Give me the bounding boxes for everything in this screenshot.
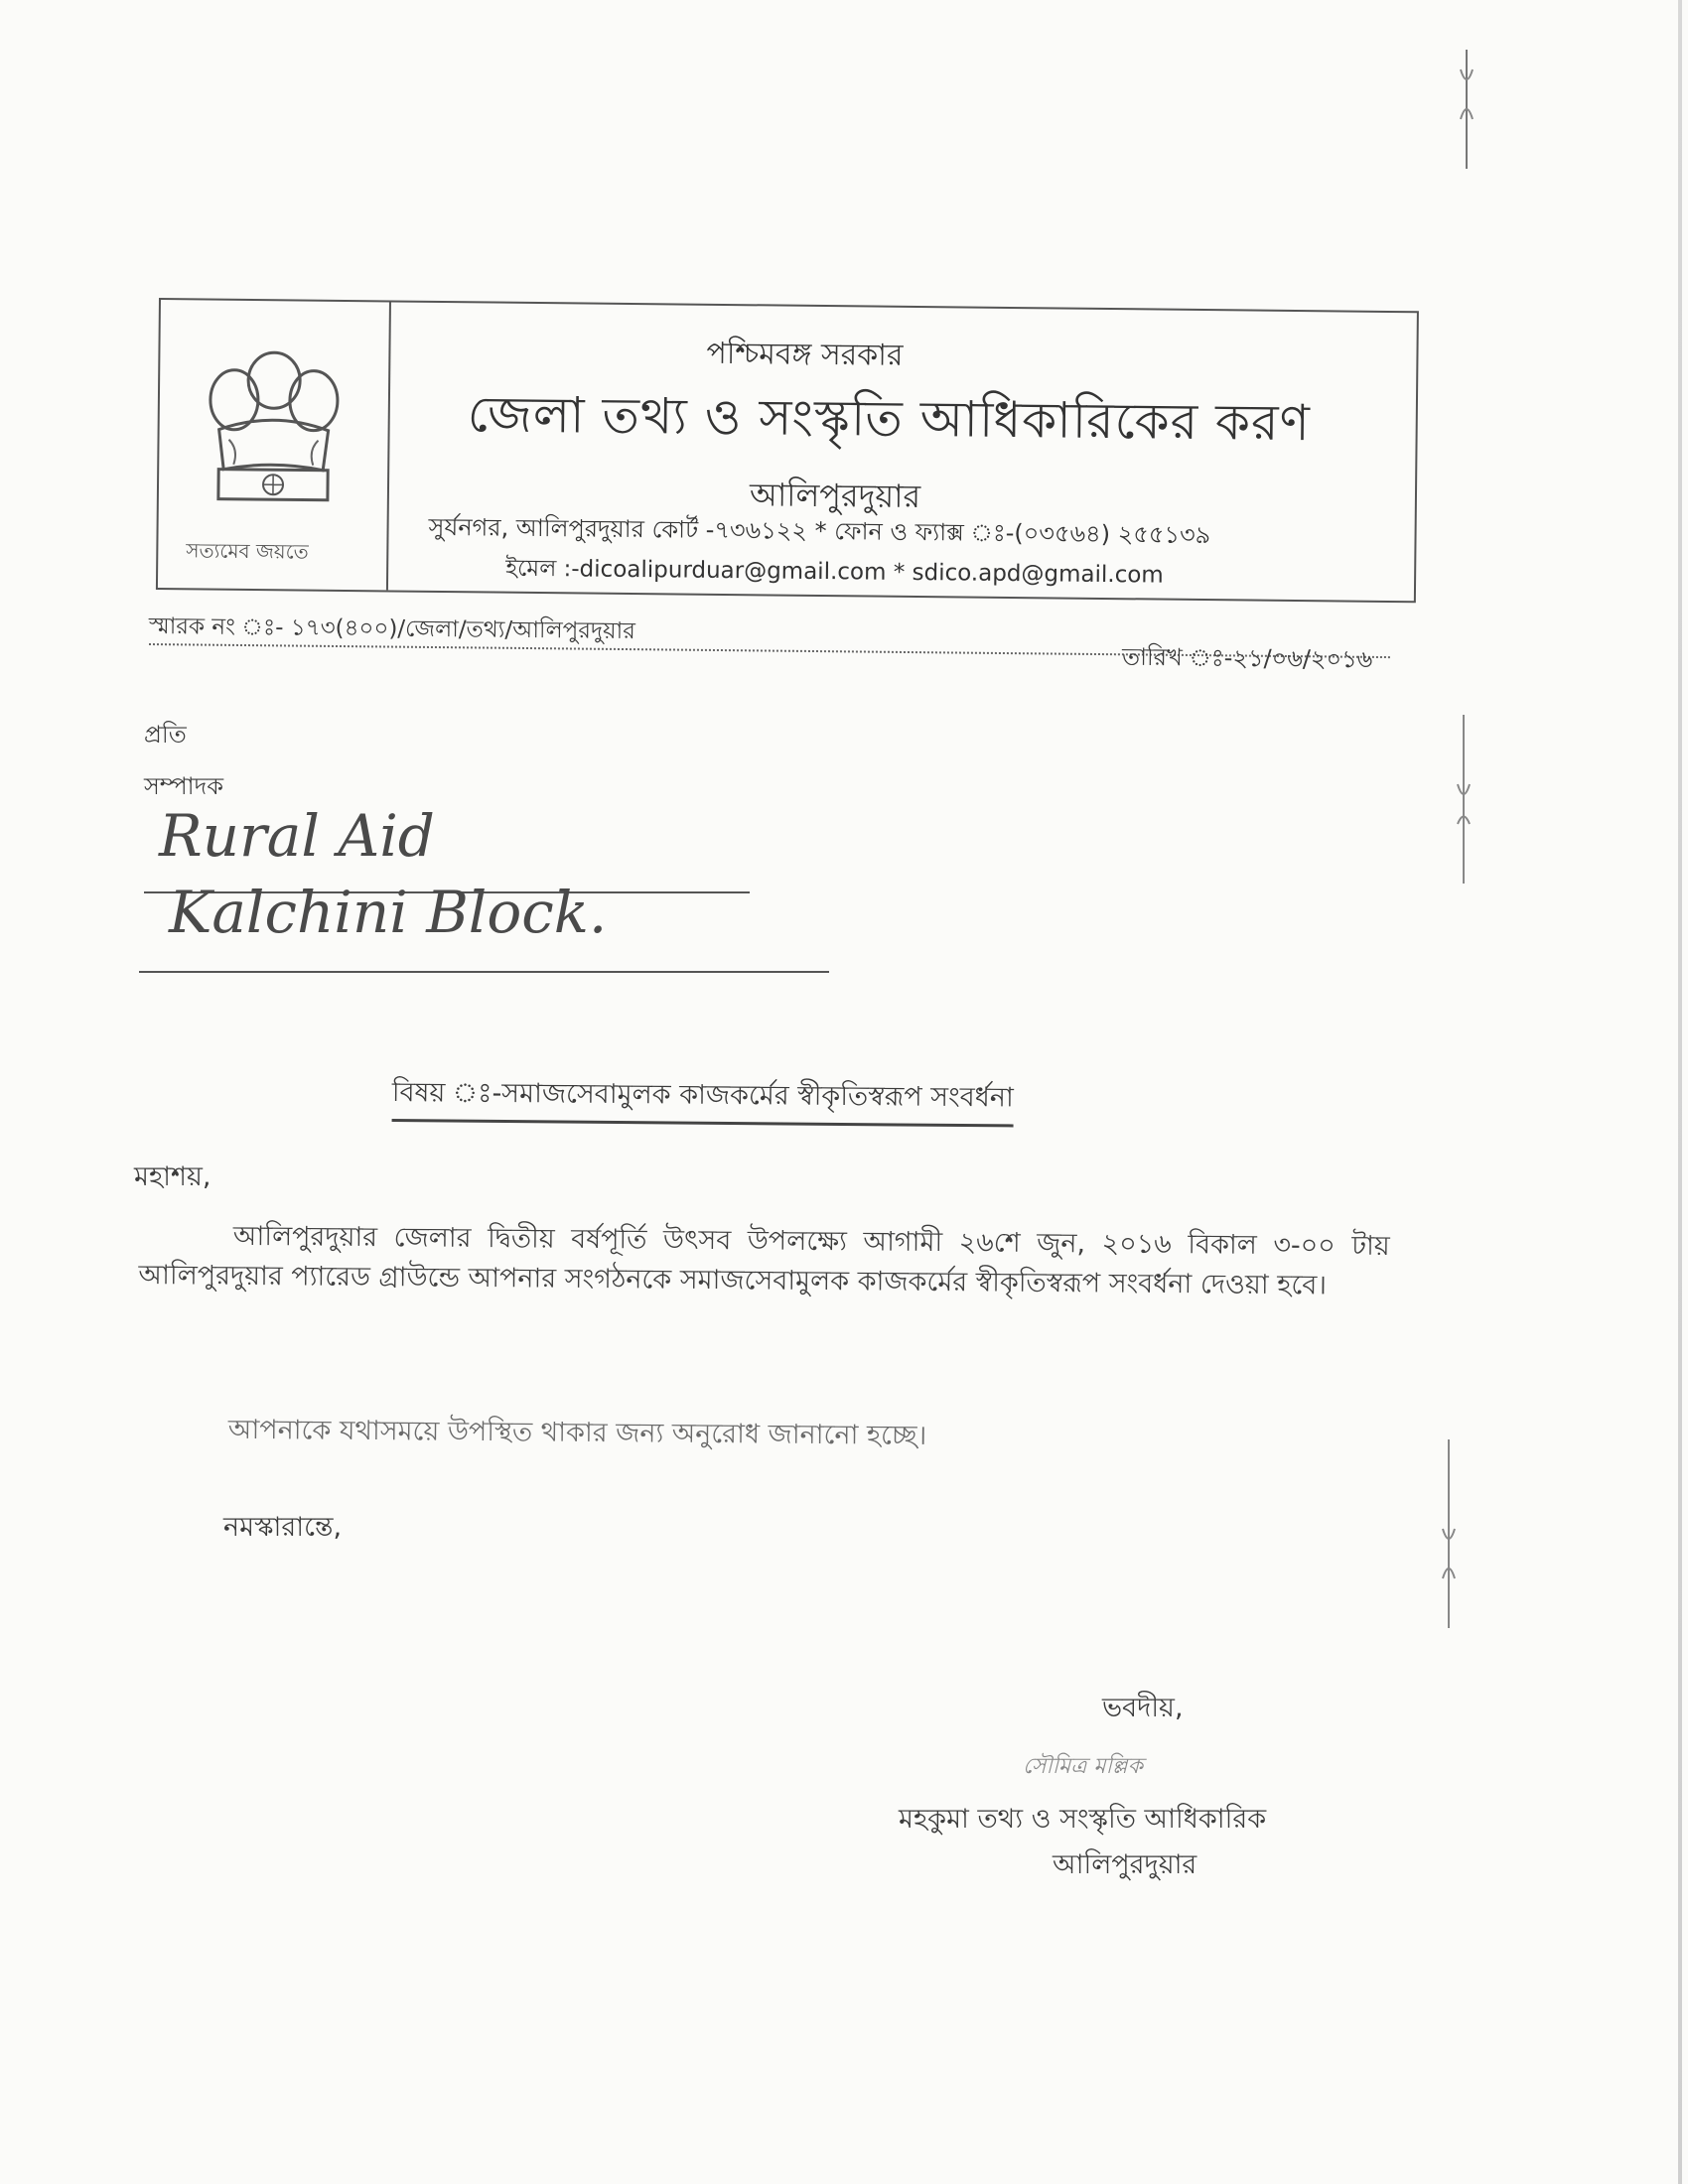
signatory-place: আলিপুরদুয়ার [1053, 1849, 1197, 1880]
letter-subject: বিষয় ঃ-সমাজসেবামুলক কাজকর্মের স্বীকৃতিস্বরূপ সংবর্ধনা [392, 1072, 1014, 1127]
emblem-motto: সত্যমেব জয়তে [186, 538, 309, 564]
scan-edge [1678, 0, 1682, 2184]
address-rule [139, 971, 829, 973]
emblem-panel [158, 300, 391, 590]
binder-hole-icon [1458, 50, 1476, 169]
salutation: মহাশয়, [134, 1161, 211, 1192]
office-name: জেলা তথ্য ও সংস্কৃতি আধিকারিকের করণ [467, 385, 1312, 453]
government-name: পশ্চিমবঙ্গ সরকার [706, 336, 904, 373]
letterhead [156, 298, 1419, 603]
recipient-editor-label: সম্পাদক [144, 772, 224, 800]
closing-line: নমস্কারান্তে, [223, 1512, 343, 1543]
state-emblem-icon [199, 340, 350, 520]
signature-scribble: সৌমিত্র মল্লিক [1023, 1754, 1143, 1779]
office-address: সুর্যনগর, আলিপুরদুয়ার কোর্ট -৭৩৬১২২ * ফোন ও ফ্যাক্স ঃ-(০৩৫৬৪) ২৫৫১৩৯ [428, 512, 1211, 550]
recipient-to-label: প্রতি [144, 721, 187, 749]
signatory-designation: মহকুমা তথ্য ও সংস্কৃতি আধিকারিক [899, 1804, 1267, 1835]
binder-hole-icon [1455, 715, 1473, 884]
memo-number: স্মারক নং ঃ- ১৭৩(৪০০)/জেলা/তথ্য/আলিপুরদুয়ার [148, 613, 636, 645]
body-paragraph-1: আলিপুরদুয়ার জেলার দ্বিতীয় বর্ষপূর্তি উৎসব উপলক্ষ্যে আগামী ২৬শে জুন, ২০১৬ বিকাল ৩-০০ টায় আলিপুরদুয়ার প্যারেড গ্রাউন্ডে আপনার সংগঠনকে সমাজসেবামুলক কাজকর্মের স্বীকৃতিস্বরূপ সংবর্ধনা দেওয়া হবে। [138, 1220, 1390, 1301]
binder-hole-icon [1440, 1439, 1458, 1628]
office-email: ইমেল :-dicoalipurduar@gmail.com * sdico.apd@gmail.com [505, 555, 1164, 589]
recipient-handwritten-line2: Kalchini Block. [169, 879, 608, 946]
district-name: আলিপুরদুয়ার [749, 476, 921, 516]
body-paragraph-2: আপনাকে যথাসময়ে উপস্থিত থাকার জন্য অনুরোধ জানানো হচ্ছে। [227, 1414, 927, 1451]
signoff: ভবদীয়, [1102, 1693, 1184, 1723]
recipient-handwritten-line1: Rural Aid [159, 802, 435, 870]
memo-date: তারিখ ঃ-২১/০৬/২০১৬ [1121, 642, 1373, 674]
